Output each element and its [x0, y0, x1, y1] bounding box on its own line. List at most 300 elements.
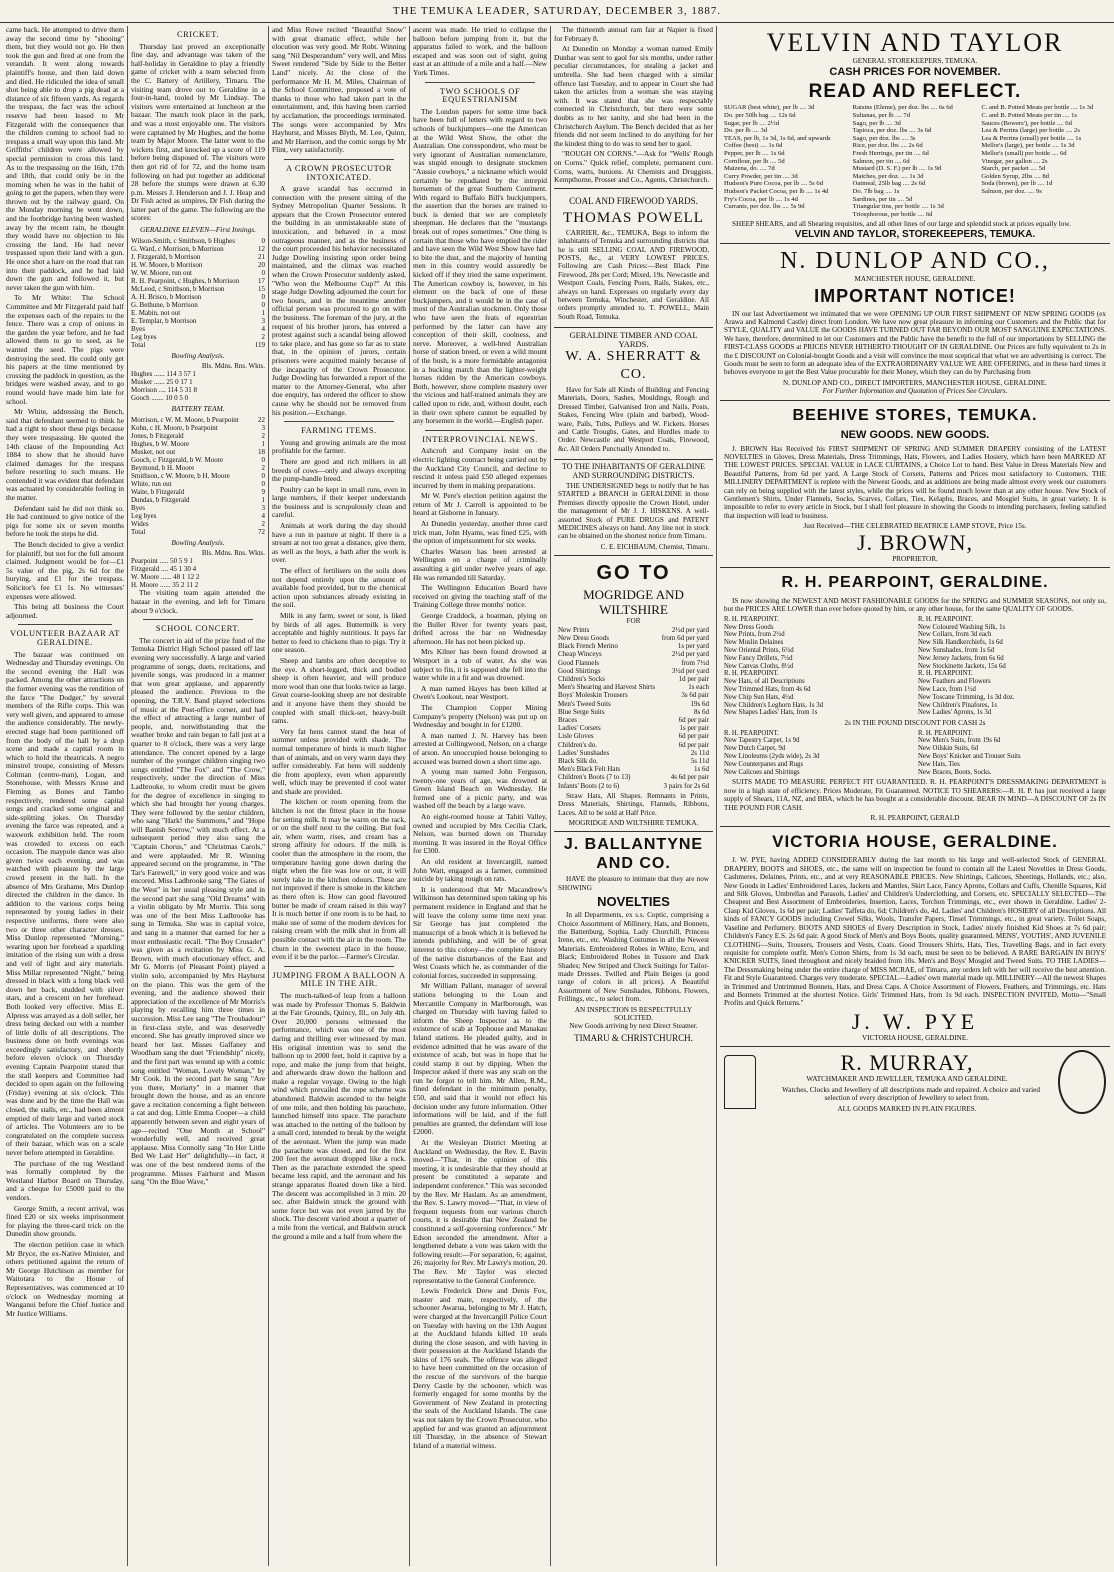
price-line: Pepper, per lb .... 1s 6d — [724, 149, 785, 157]
price-row — [558, 659, 709, 667]
price-row — [558, 724, 709, 732]
article-paragraph: The purchase of the tug Westland was formally completed by the Westland Harbor Board on Thursday, and a cheque for £5000 paid to the vendors. — [6, 1158, 124, 1202]
goods-line: New Jersey Jackets, from 6s 6d — [918, 654, 1004, 662]
goods-line: New Dress Goods — [724, 623, 774, 631]
goods-line: R. H. PEARPOINT. — [724, 615, 779, 623]
bowling-row: Pearpoint ..... 50 5 9 1 — [131, 557, 193, 566]
advert-name: BEEHIVE STORES, TEMUKA. — [792, 406, 1038, 424]
player-name: Musker, not out — [131, 447, 176, 456]
price-item: Children's Boots (7 to 13) — [558, 773, 631, 782]
score-row — [131, 341, 265, 349]
price-line: Triangular tins, per bottle .... 1s 3d — [852, 203, 944, 211]
score-row — [131, 432, 265, 440]
goods-line: New Canvas Cloths, 8½d — [724, 662, 794, 670]
goods-line: R. H. PEARPOINT. — [918, 729, 973, 737]
column-rule — [716, 26, 717, 1566]
column-6 — [720, 26, 1110, 1568]
pocket-watch-icon — [1058, 1050, 1106, 1114]
goods-line: New Oilskin Suits, 6d — [918, 745, 979, 753]
player-name: McLeod, c Smithson, b Morrison — [131, 284, 225, 293]
article-heading: TWO SCHOOLS OF EQUESTRIANISM — [439, 86, 521, 105]
price-line: Coffee (best) .... 1s 6d — [724, 142, 783, 150]
price-line: Fry's Cocoa, per lb .... 1s 4d — [724, 195, 798, 203]
bowling-row: Morrison .... 114 5 31 8 — [131, 386, 198, 395]
price-item: Men's Shearing and Harvest Shirts — [558, 683, 655, 692]
price-value: 6d per pair — [678, 740, 709, 749]
player-runs: 0 — [261, 236, 265, 245]
advert-text: Straw Hats, All Shapes. Remnants in Prints, Dress Materials, Shirtings, Flannels, Ribbons, Laces. All to be sold at Half Price. — [558, 791, 709, 817]
player-runs: 9 — [261, 487, 265, 496]
advert-heading: IMPORTANT NOTICE! — [814, 285, 1016, 306]
divider — [143, 619, 253, 620]
price-item: Infants' Boots (2 to 6) — [558, 781, 620, 790]
price-value: 1d per pair — [678, 674, 709, 683]
player-runs: 22 — [258, 415, 265, 424]
score-table — [131, 237, 265, 349]
price-row — [558, 757, 709, 765]
price-row — [558, 716, 709, 724]
advert-name: MOGRIDGE AND WILTSHIRE — [583, 587, 684, 618]
goods-line: New Trimmed Hats, from 4s 6d — [724, 686, 811, 694]
advert-name: J. BALLANTYNE AND CO. — [563, 836, 704, 873]
player-name: A. H. Brisco, b Morrison — [131, 292, 202, 301]
price-item: Children's do. — [558, 740, 597, 749]
article-paragraph: The election petition case in which Mr Bryce, the ex-Native Minister, and others petitioned against the return of Mr George Hutchison as member for Waitotara to the House of Representatives, was commenced at 10 o'clock on Wednesday morning at Wanganui before the Chief Justice and Mr Justice Williams. — [6, 1239, 124, 1318]
price-value: from 6d per yard — [661, 633, 709, 642]
advert-name: R. H. PEARPOINT, GERALDINE. — [781, 574, 1049, 592]
score-row — [131, 253, 265, 261]
price-item: Braces — [558, 715, 578, 724]
price-item: New Prints — [558, 625, 590, 634]
timber-advert — [554, 328, 713, 460]
player-runs: 72 — [258, 527, 265, 536]
player-name: G. Ward, c Morrison, b Morrison — [131, 244, 224, 253]
goods-line: New Braces, Boots, Socks. — [918, 768, 992, 776]
goods-line: New Counterpanes and Rugs — [724, 760, 804, 768]
bowling-row: Hughes ...... 114 3 57 1 — [131, 370, 196, 379]
goods-line: New Tapestry Carpet, 1s 9d — [724, 737, 800, 745]
advert-name: N. DUNLOP AND CO., — [780, 248, 1050, 275]
price-item: Blue Serge Suits — [558, 707, 605, 716]
bowling-row: Fitzgerald .... 45 1 30 4 — [131, 565, 197, 574]
player-runs: 2 — [261, 519, 265, 528]
player-runs: 119 — [254, 340, 265, 349]
article-paragraph: At Dunedin yesterday, another three card trick man, John Hyams, was fined £25, with the option of imprisonment for six weeks. — [413, 519, 547, 546]
player-name: Byes — [131, 503, 145, 512]
player-runs: 4 — [261, 324, 265, 333]
divider — [425, 82, 535, 83]
goods-column — [918, 616, 1106, 717]
score-row — [131, 496, 265, 504]
article-paragraph: came back. He attempted to drive them away the second time by "shooing" them, but they would not go. He then took the gun and fired at one from the verandah. It went along towards plaintiff's house, and then laid down and died. He ridiculed the idea of small shot being able to drop a pig dead at a distance of six fifteen yards. As regards the trespass, the fact was the school reserve had been leased to Mr Fitzgerald with the consequence that the children coming to school had to trespass a small way upon this land. Mr Griffiths' children were allowed by special permission to cross this land. As to the trespassing on the 16th, 17th and 18th, that could only be in the morning when he was in the habit of going to get the papers, when they were thrown out by the railway guard. On the Monday morning he went down, and the footbridge having been washed away by the recent rain, he thought they would have no objection to his crossing the land. He had never trespassed upon their land with a gun. He once shot a hare on the road that ran into their paddock, and he had laid down the gun and followed it, but never taken the gun with him. — [6, 26, 124, 292]
advert-name: THOMAS POWELL — [563, 209, 704, 226]
player-name: Leg byes — [131, 511, 157, 520]
advert-footer: VICTORIA HOUSE, GERALDINE. — [861, 1033, 969, 1042]
price-row — [558, 749, 709, 757]
player-name: E. Templar, b Morrison — [131, 316, 197, 325]
score-table — [131, 416, 265, 536]
beehive-advert — [720, 401, 1110, 568]
player-runs: 1 — [261, 495, 265, 504]
clock-icon — [724, 1055, 756, 1109]
divider — [425, 430, 535, 431]
score-row — [131, 528, 265, 536]
article-paragraph: Mr W. Pere's election petition against the return of Mr J. Carroll is appointed to be heard at Gisborne in January. — [413, 491, 547, 518]
article-paragraph: An eight-roomed house at Tahiti Valley, owned and occupied by Mrs Cecilia Clark, Nelson, was burned down on Thursday morning. It was insured in the Royal Office for £300. — [413, 812, 547, 856]
article-paragraph: Sheep and lambs are often deceptive to the eye. A short-legged, thick and bodied sheep is often heavier, and will produce more wool than one that looks twice as large. Great coarse-looking sheep are not desirable and it anyone have them they should be coupled with small thick-set, heavy-built rams. — [272, 655, 406, 726]
goods-line: New Boys' Knicker and Trouser Suits — [918, 753, 1021, 761]
velvin-advert — [720, 26, 1110, 244]
goods-line: New Dutch Carpet, 9d — [724, 745, 786, 753]
advert-name: W. A. SHERRATT & CO. — [565, 348, 702, 382]
price-value: 6d per pair — [678, 715, 709, 724]
price-line: Triosphorous, per bottle .... 6d — [852, 210, 933, 218]
advert-signature: N. DUNLOP AND CO., DIRECT IMPORTERS, MANCHESTER HOUSE, GERALDINE. — [783, 378, 1047, 387]
player-name: Leg byes — [131, 332, 157, 341]
column-rule — [409, 26, 410, 1566]
player-name: Total — [131, 527, 146, 536]
price-line: Sago, per doz. lbs .... 3s — [852, 134, 916, 142]
player-name: White, run out — [131, 479, 172, 488]
score-row — [131, 456, 265, 464]
score-row — [131, 472, 265, 480]
price-row — [558, 700, 709, 708]
advert-name: R. MURRAY, — [840, 1050, 974, 1076]
goods-line: New Hats, Ties — [918, 760, 960, 768]
goods-line: New Children's Leghorn Hats, 1s 3d — [724, 701, 824, 709]
price-line: C. and B. Potted Meats per tin .... 1s — [981, 112, 1077, 119]
goods-column — [724, 616, 912, 717]
goods-list — [724, 616, 1106, 717]
advert-subtitle: WATCHMAKER AND JEWELLER, TEMUKA AND GERALDINE. — [806, 1075, 1008, 1084]
player-name: H. W. Moore, b Morrison — [131, 260, 203, 269]
price-line: Do. 7lb bag .... 1s — [852, 187, 900, 195]
price-row — [558, 675, 709, 683]
article-paragraph: Thursday last proved an exceptionally fine day, and advantage was taken of the half-holiday in Geraldine to play a friendly game of cricket with a team selected from the C. Battery of Artillery, Timaru. The visiting team drove out to Geraldine in a four-in-hand, tooled by Mr Lindsay. The visitors were entertained at luncheon at the bazaar. The match took place in the park, and was a most enjoyable one. The visitors were captained by Mr Hughes, and the home team by Major Moore. The latter went to the wickets first, and knocked up a score of 119 before being disposed of. The visitors were then got rid of for 72, and the home team following on had put together an additional 28 before the stumps were drawn at 6.30 p.m. Messrs J. Henderson and J. J. Heap and Dr Fish acted as umpires, Dr Fish during the latter part of the game. The following are the scores: — [131, 41, 265, 223]
price-row — [558, 708, 709, 716]
player-runs: 0 — [261, 292, 265, 301]
price-list — [724, 104, 1106, 218]
goods-column — [724, 730, 912, 777]
price-value: 1s each — [688, 683, 709, 692]
price-value: 1s per yard — [677, 642, 709, 651]
score-row — [131, 293, 265, 301]
article-paragraph: The concert in aid of the prize fund of the Temuka District High School passed off last evening very successfully. A large and varied programme of songs, duets, recitations, and juvenile songs, was produced in a manner that won great applause, and apparently pleased the audience. Previous to the opening, the T.R.V. Band played selections of music at the Post-office corner, and had the effect of attracting a large number of people, and, notwithstanding that the weather broke and rain began to fall just at a quarter to 8 o'clock, there was a very large attendance. The concert opened by a large number of the younger children singing two songs entitled "The Fox" and "The Crow," respectively, under the direction of Miss Ladbrooke, to whom credit must be given for the degree of excellence in singing to which she had brought her young charges. They were followed by the senior children, who sang "Hark! the Summons," and "Hope will Banish Sorrow," with much effect. At a subsequent period they also sang the "Captain Chorus," and "Christmas Carols," and were applauded. Mr R. Winning appeared second on the programme, in "The Tar's Farewell," in very good voice and was encored. Miss Ladbrooke sang "The Gates of the West" in her usual pleasing style and in the second part she sang "Old Dreams" with a violin obligato by Mr Morris. This song was one of the best Miss Ladbrooke has sung in Temuka. She was in capital voice, and sang in a manner that earned for her a most enthusiastic recall. "The Boy Crusader" was given as a recitation by Miss G. A. Brown, with much elocutionary effect, and Mr G. Morris (of Pleasant Point) played a violin solo, accompanied by Mrs Hayhurst on the piano. This was the gem of the evening, and the audience showed their appreciation of the excellence of Mr Morris's playing by recalling him three times in succession. Miss Lee sang "The Troubadour" in first-class style, and was deservedly encored. She has greatly improved since we heard her last. Misses Gaffaney and Woodham sang the duet "Friendship" nicely, and the first part was wound up with a comic song entitled "Woman, Lovely Woman," by Mr Cook. In the second part he sang "Are you there, Moriarty" in a manner that brought down the house, and as an encore gave a recitation concerning a fight between a cat and dog. Little Emma Cooper—a child apparently between seven and eight years of age—recited "One Month at School" wonderfully well, and received great applause. Miss Connolly sang "In Her Little Bed We Laid Her" delightfully—in fact, it was one of the best rendered items of the programme. Misses Fairhurst and Mason sang "On the Blue Wave," — [131, 635, 265, 1187]
price-line: Do. per lb .... 3d — [724, 127, 768, 135]
goods-line: New Toscane Trimming, 1s 3d doz. — [918, 693, 1015, 701]
article-paragraph: It is understood that Mr Macandrew's Wilkinson has determined upon taking up his permanent residence in England and that he will leave the colony some time next year. Sir George has just completed the manuscript of a book which it is believed he intends publishing, and will be of great interest to this colony—the complete history of the native disturbances of the East and West Coasts which he, as commander of the colonial forces, succeeded in suppressing. — [413, 884, 547, 980]
price-line: Hudson's Pure Cocoa, per lb .... 5s 6d — [724, 180, 823, 188]
advert-text: IN our last Advertisement we intimated that we were OPENING UP OUR FIRST SHIPMENT OF NEW SPRING GOODS (ex Arawa and Kalmond Castle) direct from London. We have now great pleasure in informing our Customers and the Public that for STYLE, QUALITY and VALUE the GOODS HAVE TURNED OUT FAR BEYOND OUR MOST SANGUINE EXPECTATIONS. We have, therefore, determined to let our Customers and the Public have the benefit to the full of our importations by SELLING the FIRST-CLASS GOODS at PRICES NEVER HITHERTO THOUGHT OF IN GERALDINE. Our Prices are fully equivalent to 2s in the £ DISCOUNT on Colonial-bought Goods and a visit will convince the most sceptical that what we are advertising is correct. The Goods must be seen to form an adequate idea of the EXTRAORDINARY VALUE WE ARE OFFERING, and in these hard times it behoves everyone to get the Best Value procurable for their Money, which they can do by Purchasing from — [724, 309, 1106, 377]
goods-column — [918, 730, 1106, 777]
column-1 — [6, 26, 124, 1568]
advert-heading: GO TO — [596, 562, 671, 585]
score-row — [131, 277, 265, 285]
article-paragraph: Mr White, addressing the Bench, said that defendant seemed to think he had a right to shoot these pigs because they were trespassing. He quoted the 14th clause of the Impounding Act 1884 to show that he should have claimed damages for the trespass before resorting to such means. He contended it was evident that defendant was actuated by considerable feeling in the matter. — [6, 407, 124, 503]
advert-footer: For Further Information and Quotation of Prices See Circulars. — [822, 387, 1008, 396]
score-row — [131, 301, 265, 309]
farming-items — [272, 439, 406, 962]
advert-text: THE UNDERSIGNED begs to notify that he has STARTED a BRANCH in GERALDINE in those Premises directly opposite the Crown Hotel, under the management of Mr J. J. HISKENS. A well-assorted Stock of PURE DRUGS and PATENT MEDICINES always on hand. Any line not in stock can be obtained on the shortest notice from Timaru. — [558, 482, 709, 541]
player-runs: 3 — [261, 503, 265, 512]
player-name: J. Fitzgerald, b Morrison — [131, 252, 201, 261]
price-line: SUGAR (best white), per lb .... 3d — [724, 104, 815, 112]
article-paragraph: The bazaar was continued on Wednesday and Thursday evenings. On the second evening the Hall was packed. Among the other attractions on the former evening was the rendition of the farce "The Dodger," by several members of the Rifle corps. This was very well given, and appeared to amuse the audience considerably. The newly-erected stage had been partitioned off from the body of the hall by a drop scene and made a capital room in which to hold the theatricals. A negro minstrel troupe, consisting of Messrs Coltman (centre-man), Logan, and Stonehouse, with Messrs Kruse and Fleming as Bones and Tambo respectively, rendered some capital songs and cracked some original and side-splitting jokes. On Thursday evening the farce was repeated, and a waxwork exhibition held. The room was crowded to excess on each occasion. The maypole dance was also given twice each evening, and was watched with pleasure by the large crowd present in the hall. In the absence of Mrs Grahame, Mrs Dunlop directed the children in the dance. In addition to the various corps being represented by young ladies in their respective uniforms, there were also two or three other character dresses. Miss Dunlop represented "Morning," wearing upon her forehead a sparkling imitation of the rising sun with a dress and veil of light and airy materials. Miss Millar represented "Night," being dressed in black with a long black veil down her back, studded with silver stars, and a crescent on her forehead. Both looked very effective. Miss E. Alpress was arrayed as a doll seller, her dress being decked out with a number of little dolls of all descriptions. The business done on both evenings was exceedingly satisfactory, and shortly before eleven o'clock on Thursday evening Captain Pearpoint stated that the stall keepers and Committee had decided to open again on the following (Friday) evening at six o'clock. This was done and by the time the Hall was closed, the stalls, etc., had been almost emptied of their large and varied stock of articles. The Volunteers are to be congratulated on the complete success of their bazaar, which was on a scale never before attempted in Geraldine. — [6, 649, 124, 1157]
price-line: Hudson's Packet Cocoa, per lb .... 1s 4d — [724, 187, 829, 195]
advert-heading: NEW GOODS. NEW GOODS. — [840, 428, 990, 441]
goods-line: New Calicoes and Shirtings — [724, 768, 800, 776]
article-paragraph: At the Wesleyan District Meeting at Auckland on Wednesday, the Rev. E. Bavin moved—"That, in the opinion of this meeting, it is undesirable that they should at present be constituted a separate and independent conference." This was seconded by the Rev. Mr Haslam. As an amendment, the Rev. S. Lawry moved—"That, in view of frequent requests from our various church courts, it is desirable that New Zealand be constituted a self-governing conference." Mr Edson seconded the amendment. After a lengthened debate a vote was taken with the following result:—For separation, 6; against, 26; majority for Rev. Mr Lawry's motion, 20. The Rev. Mr Taylor was elected representative to the General Conference. — [413, 1138, 547, 1285]
player-runs: 17 — [258, 276, 265, 285]
bowling-table — [131, 370, 265, 402]
player-name: R. H. Pearpoint, c Hughes, b Morrison — [131, 276, 240, 285]
goods-line: New Feathers and Flowers — [918, 678, 991, 686]
advert-text: J. BROWN Has Received his FIRST SHIPMENT OF SPRING AND SUMMER DRAPERY consisting of the LATEST NOVELTIES in Gloves, Dress Materials, Dress Trimmings, Hats, Flowers, and Ladies Hosiery, which have been MARKED AT THE LOWEST PRICES. SPECIAL VALUE in LACE CURTAINS, a Choice Lot to hand. Best Value in Dress Materials New and Beautiful Patterns, from 6d per yard. A Large Stock of Corsets, Patterns and Prices most satisfactory to Customers. THE MILLINERY DEPARTMENT is replete with the Newest Goods, and as additions are being made almost every week our customers can rely on being supplied with the latest styles, while the prices will be found much lower than at any other house. New Stock of Gentlemen's Shirts, Under Flannels, Socks, Scarves, Collars, Ties, Kelaphs, Braces, and Mosgiel Suits, in great variety. It is impossible to refer to every article in Stock, but I shall feel pleasure in showing the Goods to intending purchasers, feeling satisfied that inspection will lead to business. — [724, 444, 1106, 520]
advert-heading: NOVELTIES — [597, 894, 670, 910]
player-runs: 3 — [261, 423, 265, 432]
article-paragraph: A man named J. N. Harvey has been arrested at Collingwood, Nelson, on a charge of arson. An unoccupied house belonging to accused was burned down a short time ago. — [413, 730, 547, 766]
price-line: Lea & Perrins (small) per bottle .... 1s — [981, 134, 1082, 142]
price-item: Lisle Gloves — [558, 732, 594, 741]
player-name: Total — [131, 340, 146, 349]
player-name: Kohn, c H. Moore, b Pearpoint — [131, 423, 218, 432]
mogridge-advert — [554, 556, 713, 832]
price-line: Maizena, do. .... 7d — [724, 165, 775, 173]
advert-name: VELVIN AND TAYLOR — [766, 28, 1064, 57]
article-paragraph: To Mr White: The School Committee and Mr Fitzgerald paid half the expenses each of the repairs to the fence. There was a crop of onions in the garden the year before, and he had allowed them to go to seed, as he wanted the seed. The pigs were destroying the seed. He could only get his papers at the time mentioned by crossing the paddock in question, as the bridges were washed away, and to go round would have made him late for school. — [6, 293, 124, 406]
score-heading: GERALDINE ELEVEN—First Innings. — [140, 225, 256, 235]
bowling-row: W. Moore ...... 48 1 12 2 — [131, 573, 200, 582]
advert-heading: 2s IN THE POUND DISCOUNT FOR CASH 2s — [844, 719, 986, 728]
score-row — [131, 504, 265, 512]
score-row — [131, 448, 265, 456]
advert-text: SHEEP SHEARS, and all Shearing requisites, and all other lines of our large and splendid stock at prices equally low. — [732, 220, 1071, 229]
bowling-columns: Bls. Mdns. Rns. Wkts. — [201, 362, 265, 371]
price-line: Golden Syrup, 2lbs .... 8d — [981, 172, 1049, 180]
article-heading: FARMING ITEMS. — [301, 426, 377, 436]
article-heading: INTERPROVINCIAL NEWS. — [422, 434, 538, 444]
goods-line: New Collars, from 3d each — [918, 631, 992, 639]
player-name: Byes — [131, 324, 145, 333]
article-heading: CRICKET. — [176, 30, 220, 39]
advert-signature: J. W. PYE — [851, 1008, 979, 1034]
price-value: 6d per pair — [678, 732, 709, 741]
player-name: Hughes, b W. Moore — [131, 439, 190, 448]
player-name: Waite, b Fitzgerald — [131, 487, 185, 496]
goods-line: New Prints, from 2½d — [724, 631, 785, 639]
price-line: Fresh Herrings, per tin .... 6d — [852, 149, 929, 157]
advert-text: J. W. PYE, having ADDED CONSIDERABLY during the last month to his large and well-selected Stock of GENERAL DRAPERY, BOOTS and SHOES, etc., the same will on inspection be found to contain all the Latest Novelties in Dress Goods, Cashmeres, Delaines, Prints, etc., and at very REASONABLE PRICES. New Shirtings, Calicoes, Sheetings, Hollands, etc.; also, New Goods in Ladies' Embroidered Laces, Jackets and Mantles, Skirt Lace, Fancy Aprons, Collars and Cuffs, Chenille Squares, Kid and Silk Gloves, Umbrellas and Parasols, Ladies' and Children's Underclothing, and Corsets, etc. SPECIALLY SELECTED—The Cheapest and Best Assortment of Embroideries, Insertion, Laces, Torchon Trimmings, etc., ever shown in Geraldine. Ladies' 2-Clasp Kid Gloves, 1s 6d per pair; Ladies' Taffeta do, 6d; Children's do, 4d. Ladies' and Children's HOSIERY of all Descriptions. All kinds of FANCY GOODS including Crewel Silks, Wools, Transfer Papers, Tinsel Trimmings, etc., in great variety. Toilet Soaps, Vaseline and Perfumery. BOOTS AND SHOES of Every Description in Stock, Ladies' nicely finished Kid Shoes at 7s 6d pair; Children's Fancy E.S. 2s 6d pair. A good Stock of Men's and Boys Boots, quality guaranteed. MENS', YOUTHS', AND JUVENILE CLOTHING—Suits, Trousers, Trousers and Vests, Coats. Good Trousers Shirts, Hats, Ties, Travelling Bags, and in fact every requisite for complete outfit. Men's Cotton Shirts, from 1s 3d each, must be seen to be believed. A RARE BARGAIN IN BOYS' KNICKER SUITS, lined throughout and nicely braided from 10s. Men's and Boys' Mosgiel and Tweed Suits. TO THE LADIES—The Dressmaking being under the entire charge of MISS MCRAE, of Timaru, any orders left with her will receive the best attention. Fit and Style Guaranteed. Charges very moderate. SPECIAL—Ladies' own material made up. MILLINERY—All the newest Shapes in Trimmed and Untrimmed Bonnets, Hats, and Dress Caps. A Choice Assortment of Flowers, Feathers, and Trimmings, etc. Hats and Bonnets Trimmed at the shortest Notice. Girls' Trimmed Hats, from 1s 9d each. INSPECTION INVITED, Motto—"Small Profits and Quick Returns." — [724, 856, 1106, 1008]
advert-note: Just Received—THE CELEBRATED BEATRICE LAMP STOVE, Price 15s. — [803, 522, 1027, 531]
advert-for: FOR — [626, 617, 641, 626]
article-paragraph: Animals at work during the day should have a run in pasture at night. If there is a stream at not too great a distance, give them, as well as the boys, a bath after the work is over. — [272, 521, 406, 565]
price-line: Sago, per lb .... 3d — [852, 119, 901, 127]
dunlop-advert — [720, 244, 1110, 400]
player-name: E. Mabin, not out — [131, 308, 181, 317]
price-row — [558, 642, 709, 650]
score-row — [131, 440, 265, 448]
price-row — [558, 765, 709, 773]
price-item: Children's Socks — [558, 674, 605, 683]
player-runs: 2 — [261, 463, 265, 472]
price-value: 3s 6d pair — [681, 691, 709, 700]
advert-footer: TIMARU & CHRISTCHURCH. — [574, 1032, 693, 1043]
player-name: Jones, b Fitzgerald — [131, 431, 184, 440]
price-line: Tapioca, per doz. lbs .... 3s 6d — [852, 127, 932, 135]
price-row — [558, 773, 709, 781]
article-heading: VOLUNTEER BAZAAR AT GERALDINE. — [9, 629, 121, 647]
article-paragraph: The effect of fertilisers on the soils does not depend entirely upon the amount of available food provided, but to the chemical action upon substances already existing in the soil. — [272, 566, 406, 610]
divider — [284, 421, 394, 422]
goods-line: New Sunshades, from 1s 6d — [918, 647, 995, 655]
article-paragraph: Very fat hens cannot stand the heat of summer unless provided with shade. The normal temperature of birds is much higher than of animals, and on very warm days they suffer considerably. Fat hens will suddenly die from apoplexy, even when apparently well, which may be prevented if cool water and shade are provided. — [272, 726, 406, 796]
score-row — [131, 512, 265, 520]
bowling-table — [131, 557, 265, 589]
price-row — [558, 650, 709, 658]
price-value: from 7½d — [681, 658, 709, 667]
price-item: Good Shirtings — [558, 666, 601, 675]
coal-advert — [554, 191, 713, 328]
price-item: Men's Black Felt Hats — [558, 765, 621, 774]
advert-subtitle: MANCHESTER HOUSE, GERALDINE. — [854, 275, 976, 284]
advert-text: Watches, Clocks and Jewellery of all descriptions made and repaired. A choice and varied selection of every description of Jewellery to select from. — [782, 1085, 1040, 1103]
player-name: Gooch, c Fitzgerald, b W. Moore — [131, 455, 224, 464]
article-heading: SCHOOL CONCERT. — [155, 624, 241, 634]
goods-line: New Stockinette Jackets, 15s 6d — [918, 662, 1006, 670]
column-4 — [413, 26, 547, 1568]
bowling-row: Musker ...... 25 0 17 1 — [131, 378, 193, 387]
score-row — [131, 237, 265, 245]
price-line: Cornflour, per lb .... 5d — [724, 157, 785, 165]
price-line: C. and B. Potted Meats per bottle .... 1s 3d — [981, 104, 1094, 112]
goods-line: R. H. PEARPOINT. — [724, 670, 779, 678]
article-paragraph: and Miss Rowe recited "Beautiful Snow" with great dramatic effect, while her elocution was very good. Mr Robt. Winning sang "Nil Desperandum" very well, and Miss Sweet rendered "Side by Side to the Better Land" nicely. At the close of the performance Mr H. M. Miles, Chairman of the School Committee, proposed a vote of thanks to those who had taken part in the entertainment, and, this having been carried by acclamation, the proceedings terminated. The songs were accompanied by Mrs Hayhurst, and Misses Blyth, M. Lee, Quinn, and Mr Harrison, and the comic songs by Mr Flint, very satisfactorily. — [272, 26, 406, 155]
price-line: Currants, per doz. lbs .... 5s 9d — [724, 203, 805, 211]
article-paragraph: George Smith, a recent arrival, was fined £20 or six weeks imprisonment for playing the three-card trick on the Dunedin show grounds. — [6, 1203, 124, 1239]
advert-text: SUITS MADE TO MEASURE. PERFECT FIT GUARANTEED. R. H. PEARPOINT'S DRESSMAKING DEPARTMENT is now in a high state of efficiency. Prices Moderate, Fit Guaranteed. NOTICE TO SHEARERS:—R. H. P. has just received a large supply of Shears, 11A, NZ, and BBA, which he has bought at a considerable discount. BEAR IN MIND—A DISCOUNT OF 2s IN THE POUND FOR CASH. — [724, 778, 1106, 812]
goods-line: R. H. PEARPOINT. — [918, 615, 973, 623]
price-line: Mellor's (small) per bottle .... 6d — [981, 149, 1067, 157]
price-value: 3½d per yard — [671, 666, 709, 675]
player-runs: 12 — [258, 244, 265, 253]
score-row — [131, 261, 265, 269]
price-row — [558, 691, 709, 699]
article-paragraph: Charles Watson has been arrested at Wellington on a charge of criminally assaulting a girl under twelve years of age. He was remanded till Saturday. — [413, 546, 547, 582]
price-value: 8s 6d — [694, 707, 709, 716]
article-paragraph: ascent was made. He tried to collapse the balloon before jumping from it, but the apparatus failed to work, and the balloon escaped and was soon out of sight, going east at an altitude of a mile and a half.—New York Times. — [413, 26, 547, 77]
advert-text: In all Departments, ex s.s. Coptic, comprising a Choice Assortment of Millinery, Hats, and Bonnets, the Battenburg, Sophia, Lady Churchill, Princess Irene, etc., etc. Washing Costumes in all the Newest Materials. Embroidered Robes in White, Ecru, and Black; Embroidered Robes in Tussore and Dark Shades; New Striped and Check Suitings for Tailor-made Dresses. Twilled and Plain Beiges (a good range of colors in all prices). A Beautiful Assortment of New Sunshades, Ribbons, Flowers, Frillings, etc., to select from. — [558, 911, 709, 1004]
score-row — [131, 424, 265, 432]
player-name: Morrison, c W. M. Moore, b Pearpoint — [131, 415, 239, 424]
price-line: Lea & Perrins (large) per bottle .... 2s — [981, 127, 1080, 135]
score-row — [131, 488, 265, 496]
score-heading: Bowling Analysis. — [171, 350, 225, 360]
price-line: Mustard (D. S. F.) per lb .... 1s 9d — [852, 165, 942, 173]
article-paragraph: The thirteenth annual ram fair at Napier is fixed for February 8. — [554, 26, 713, 43]
price-column — [853, 104, 978, 218]
advert-note: AN INSPECTION IS RESPECTFULLY SOLICITED. — [574, 1005, 693, 1023]
price-item: Men's Tweed Suits — [558, 699, 611, 708]
price-line: Oatmeal, 25lb bag .... 2s 6d — [852, 180, 926, 188]
advert-heading: COAL AND FIREWOOD YARDS. — [569, 195, 698, 206]
price-item: Black French Merino — [558, 642, 618, 651]
article-paragraph: Ashcroft and Company insist on the electric lighting contract being carried out by the Auckland City Council, and decline to rescind it unless paid £50 alleged expenses incurred by them in making preparations. — [413, 446, 547, 490]
advert-subtitle: GENERAL STOREKEEPERS, TEMUKA. — [852, 57, 978, 65]
advert-text: HAVE the pleasure to intimate that they are now SHOWING — [558, 875, 709, 892]
goods-line: New Coloured Washing Silk, 1s — [918, 623, 1006, 631]
price-item: Ladies' Sunshades — [558, 748, 610, 757]
player-runs: 3 — [261, 316, 265, 325]
goods-line: New Chip Sun Hats, 4½d — [724, 693, 794, 701]
price-line: Mellor's (large), per bottle .... 1s 3d — [981, 142, 1075, 150]
article-paragraph: Lewis Frederick Drew and Denis Fox, master and mate, respectively, of the schooner Awarua, belonging to Mr J. Hatch, were charged at the Invercargill Police Court on Tuesday with having on the 13th August at the Auckland Islands killed 10 seals during the close season, and with having in their possession at the Auckland Islands the skins of 176 seals. The offence was alleged to have been committed on the occasion of the rescue of the survivors of the barque Derry Castle by the schooner, which was formerly engaged for some months by the Government of New Zealand in protecting the seals of the Auckland Islands. The case was not taken by the Crown Prosecutor, who applied for and was granted an adjournment till Thursday, in the absence of Stewart Island of a material witness. — [413, 1286, 547, 1450]
goods-line: New Lace, from 1½d — [918, 686, 976, 694]
goods-line: New Hats, of all Descriptions — [724, 678, 805, 686]
score-row — [131, 520, 265, 528]
player-runs: 18 — [258, 447, 265, 456]
advert-signature: R. H. PEARPOINT, GERALD — [870, 814, 960, 823]
article-paragraph: Mr William Pallant, manager of several stations belonging to the Loan and Mercantile Company in Marlborough, was charged on Thursday with having failed to inform the Sheep Inspector as to the existence of scab at Tophouse and Manakau Island stations. He pleaded guilty, and in evidence admitted that he was aware of the existence of scab, but was in hope that he could stamp it out by dipping. When the Inspector asked if there was any scab on the run he forgot to tell him. Mr Allen, R.M., fined defendant in the minimum penalty, £50, and said that it would not effect his decision under any future information. Other informations will be laid, and if the full penalties are granted, the defendant will lose £2000. — [413, 981, 547, 1137]
advert-footer: ALL GOODS MARKED IN PLAIN FIGURES. — [837, 1104, 977, 1113]
price-value: 2s 11d — [690, 748, 709, 757]
article-paragraph: The Wellington Education Board have received on giving the teaching staff of the Training College three months' notice. — [413, 583, 547, 610]
price-value: 19s 6d — [690, 699, 709, 708]
masthead: THE TEMUKA LEADER, SATURDAY, DECEMBER 3, 1887. — [0, 0, 1114, 23]
article-paragraph: A grave scandal has occurred in connection with the present sitting of the Sydney Metropolitan Quarter Sessions. It appears that the Crown Prosecutor entered the building in an unmistakeable state of intoxication, and behaved in a most outrageous manner, and as the business of the court proceeded his behavior necessitated Judge Dowling insisting upon order being maintained, and the climax was reached when the Crown Prosecutor suddenly asked, "Who won the Melbourne Cup?" At this stage Judge Dowling adjourned the court for two hours, and in the meantime another official person was procured to go on with the business. The foreman of the jury, at the request of his brother jurors, has entered a protest against such a scandal being allowed to take place, and has gone so far as to state that, in the opinion of jurors, certain prisoners were acquitted mainly because of the incapacity of the Crown Prosecutor. Judge Dowling has forwarded a report of the matter to the Attorney-General, who after due enquiry, has ordered the officer to show cause why he should not be removed from his position.—Exchange. — [272, 184, 406, 417]
player-name: Wilson-Smith, c Smithson, b Hughes — [131, 236, 235, 245]
article-paragraph: Milk in any farm, sweet or sour, is liked by birds of all ages. Buttermilk is very acceptable and highly nutritious. It pays far better to feed to chickens than to pigs. Try it one season. — [272, 611, 406, 655]
price-line: Soda (brown), per lb .... 1d — [981, 180, 1053, 188]
player-name: G. Bethune, b Morrison — [131, 300, 198, 309]
article-paragraph: Young and growing animals are the most profitable for the farmer. — [272, 437, 406, 456]
player-name: Beymond, b H. Moore — [131, 463, 195, 472]
score-row — [131, 269, 265, 277]
article-paragraph: This being all business the Court adjourned. — [6, 602, 124, 620]
score-row — [131, 245, 265, 253]
article-heading: A CROWN PROSECUTOR INTOXICATED. — [285, 163, 393, 182]
player-runs: 4 — [261, 511, 265, 520]
player-runs: 0 — [261, 455, 265, 464]
article-paragraph: The London papers for some time back have been full of letters with regard to two schools of buckjumpers—one the American at the Wild West Show, the other the Australian. One correspondent, who must be very ignorant of Australian nomenclature, was stupid enough to designate stockmen "Aussie cowboys," a nickname which would certainly be repudiated by the intrepid horsemen of the great Southern Continent. With regard to Buffalo Bill's buckjumpers, the assertion that the horses are trained to buck is denied that we are completely sheepman. He declares that the "mustangs break out of ropes sometimes." One thing is certain that those who have emptied the rider and have seen the Wild West Show have had to bite the dust, and the majority of hunting men in this country would assuredly be kicked off if they tried the same experiment. The American cowboy is, however, in his element on the back of one of these buckjumpers, and it would be in the case of most of the Australian stockmen. Only those who have seen the feats of equestrian performed by the latter can have any conception of their skill, coolness, and nerve. Moreover, a well-bred Australian horse of station breed, or even a wild mount of the bush, is a more formidable antagonist in a bucking match than the lighter-weight horses ridden by the American cowboys. Both, however, show complete mastery over the vicious and half-trained animals they are called upon to ride, and, without doubt, each in their own sphere cannot be equalled by any horsemen in the world.—English paper. — [413, 106, 547, 426]
article-paragraph: Defendant said he did not think so. He had continued to give notice of the pigs for some six or seven months before he took the steps he did. — [6, 503, 124, 539]
advert-text: CARRIER, &c., TEMUKA, Begs to inform the inhabitants of Temuka and surrounding districts that he is still SELLING COAL AND FIREWOOD, POSTS, &c., at VERY LOWEST PRICES. Following are Cash Prices:—Best Black Pine Firewood, 28s per Cord; Mixed, 19s. Newcastle and Westport Coals, Fencing Posts, Rails, Stakes, etc., always on hand. Expresses on regularly every day between Temuka, Winchester, and Geraldine. All orders promptly attended to. T. POWELL, Main South Road, Temuka. — [558, 228, 709, 321]
goods-line: New Linoleums (2yds wide), 2s 3d — [724, 753, 820, 761]
article-paragraph: The much-talked-of leap from a balloon was made by Professor Thomas S. Baldwin at the Fair Grounds, Quincy, Ill., on July 4th. Over 20,000 persons witnessed the performance, which was one of the most daring and thrilling ever witnessed by man. His original intention was to send the balloon up to 2000 feet, hold it captive by a rope, and make the jump from that height, and afterwards draw down the balloon and make a regular voyage. Owing to the high wind which prevailed the rope scheme was abandoned. Baldwin ascended to the height of one mile, and then holding his parachute, launched himself into space. The parachute was attached to the netting of the balloon by a small cord, intended to break by the weight of the aeronaut. When the jump was made the parachute was closed, and for the first 200 feet the aeronaut dropped like a rock. Then as the parachute extended the speed became less rapid, and the aeronaut and his strange apparatus floated down like a bird. The descent was accomplished in 3 min. 20 sec. after Baldwin struck the ground with some force but was not even jarred by the shock. The descent varied about a quarter of a mile from the vertical, and Baldwin struck the ground a mile and a half from where the — [272, 990, 406, 1241]
column-2 — [131, 26, 265, 1568]
player-runs: 1 — [261, 439, 265, 448]
player-runs: 0 — [261, 300, 265, 309]
column-rule — [268, 26, 269, 1566]
price-item: Good Flannels — [558, 658, 600, 667]
column-rule — [550, 26, 551, 1566]
player-runs: 21 — [258, 252, 265, 261]
player-runs: 1 — [261, 308, 265, 317]
price-item: New Dress Goods — [558, 633, 609, 642]
article-paragraph: The Bench decided to give a verdict for plaintiff, but not for the full amount claimed. Judgment would be for—£1 5s value of the pig, 2s 6d for the burying, and £1 for the trespass. Solicitor's fee £1 1s. No witnesses' expenses were allowed. — [6, 540, 124, 601]
price-line: Matches, per doz. .... 1s 3d — [852, 172, 924, 180]
price-value: 3 pairs for 2s 6d — [663, 781, 709, 790]
score-row — [131, 309, 265, 317]
advert-text: Have for Sale all Kinds of Building and Fencing Materials, Doors, Sashes, Mouldings, Rough and Dressed Timber, Galvanised Iron and Nails, Posts, Stakes, Fencing Wire (plain and barbed), Wood-ware, Pails, Tubs, Pulleys and W. Fickets. Horses and Cattle Troughs, Gates, and Hurdles made to Order. Newcastle and Westport Coals, Firewood, &c. All Orders Punctually Attended to. — [558, 385, 709, 453]
advert-name: VICTORIA HOUSE, GERALDINE. — [772, 832, 1058, 852]
goods-line: New Silk Handkerchiefs, 1s 6d — [918, 639, 1003, 647]
price-value: 1s per pair — [679, 724, 709, 733]
bowling-columns: Bls. Mdns. Rns. Wkts. — [201, 549, 265, 558]
advert-heading: READ AND REFLECT. — [808, 81, 1022, 103]
ballantyne-advert — [554, 832, 713, 1046]
advert-signature: C. E. EICHBAUM, Chemist, Timaru. — [600, 542, 709, 551]
price-value: 2½d per yard — [671, 650, 709, 659]
